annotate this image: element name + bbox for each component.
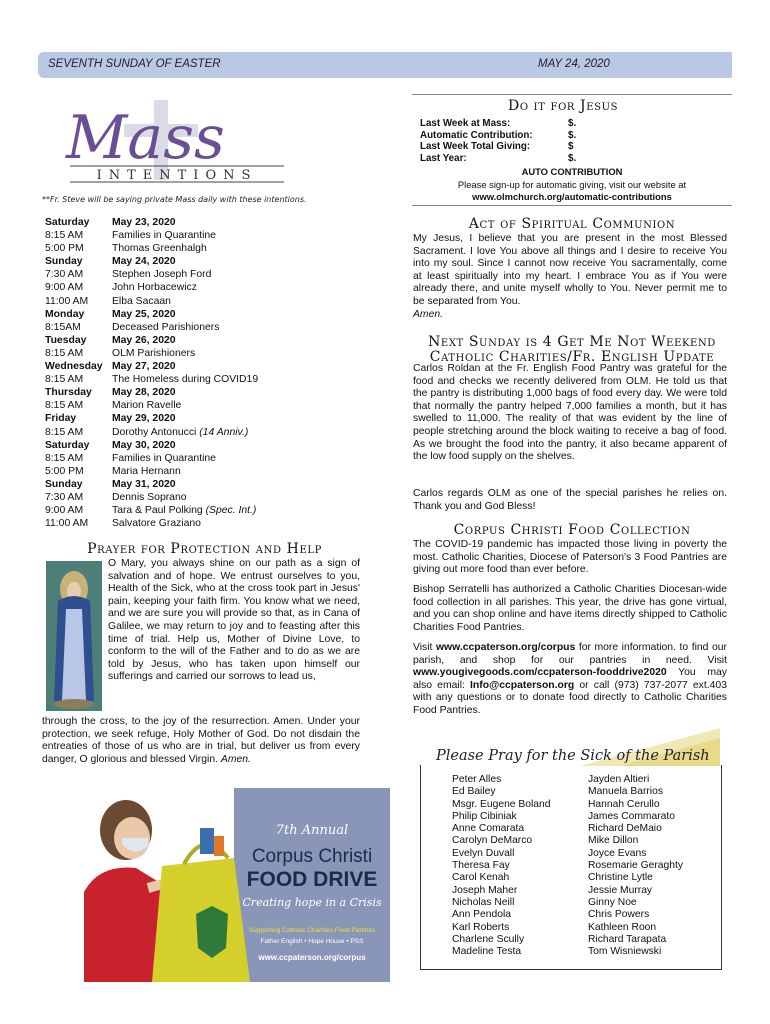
schedule-row — [45, 491, 295, 504]
mass-logo-sub: INTENTIONS — [96, 168, 258, 183]
sick-list-name: Ann Pendola — [452, 909, 511, 921]
schedule-time: 8:15AM — [45, 321, 81, 333]
sick-list-name: Mike Dillon — [588, 835, 639, 847]
communion-amen: Amen. — [413, 308, 444, 320]
sick-list-name: Carol Kenah — [452, 872, 510, 884]
schedule-intention: May 29, 2020 — [112, 413, 176, 425]
sick-list-name: Theresa Fay — [452, 860, 510, 872]
schedule-row — [45, 452, 295, 465]
header-date: MAY 24, 2020 — [538, 58, 610, 70]
schedule-note: (Spec. Int.) — [202, 505, 257, 517]
schedule-intention: OLM Parishioners — [112, 347, 196, 359]
sick-list-name: Richard DeMaio — [588, 823, 662, 835]
schedule-time: 9:00 AM — [45, 282, 84, 294]
sick-list-name: Peter Alles — [452, 774, 502, 785]
next-sunday-title-1: Next Sunday is 4 Get Me Not Weekend — [428, 334, 716, 350]
schedule-row — [45, 281, 295, 294]
header-title: SEVENTH SUNDAY OF EASTER — [48, 58, 221, 70]
mass-schedule — [45, 216, 295, 530]
schedule-time: 8:15 AM — [45, 230, 84, 242]
next-sunday-body: Carlos Roldan at the Fr. English Food Pantry was grateful for the food and checks we recently delivered from OLM. He told us that the pantry is distributing 1,000 bags of food every day. We were told that normally the pantry helped 7,000 families a month, but it has swelled to 11,000. The reality of that was evident by the line of people stretching around the block waiting to receive a bag of food. As we brought the food into the pantry, it also became apparent of the low food supply on the shelves. — [413, 363, 727, 463]
corpus-paragraph-2: Bishop Serratelli has authorized a Catholic Charities Diocesan-wide food collection in all parishes. This year, the drive has gone virtual, and you can shop online and have items directly shipped to Catholic Charities Food Pantries. — [413, 584, 727, 633]
mass-intentions-logo — [62, 94, 292, 190]
sick-list-name: Christine Lytle — [588, 872, 653, 884]
sick-list-name: Ginny Noe — [588, 896, 637, 908]
auto-contribution-link[interactable]: www.olmchurch.org/automatic-contributions — [472, 191, 672, 202]
sick-list-name: Chris Powers — [588, 909, 650, 921]
schedule-row — [45, 308, 295, 321]
giving-table — [420, 118, 576, 164]
next-sunday-body-2: Carlos regards OLM as one of the special parishes he relies on. Thank you and God Bless! — [413, 488, 727, 512]
schedule-time: 8:15 AM — [45, 347, 84, 359]
sick-list-name: Carolyn DeMarco — [452, 835, 533, 847]
schedule-row — [45, 295, 295, 308]
schedule-time: Tuesday — [45, 334, 87, 346]
sick-list-name: Msgr. Eugene Boland — [452, 798, 551, 810]
schedule-intention: Marion Ravelle — [112, 400, 182, 412]
schedule-row — [45, 242, 295, 255]
auto-contribution-heading: AUTO CONTRIBUTION — [521, 166, 623, 177]
schedule-row — [45, 517, 295, 530]
schedule-row — [45, 255, 295, 268]
schedule-intention: Elba Sacaan — [112, 295, 171, 307]
giving-label: Last Year: — [420, 152, 467, 164]
schedule-intention: May 28, 2020 — [112, 387, 176, 399]
schedule-time: 11:00 AM — [45, 518, 89, 530]
schedule-time: Saturday — [45, 439, 90, 451]
sick-list-name: Ed Bailey — [452, 786, 496, 798]
schedule-time: Thursday — [45, 387, 92, 399]
prayer-body: O Mary, you always shine on our path as a sign of salvation and of hope. We entrust ourselves to you, Health of the Sick, who at the cross took part in Jesus' pain, keeping your faith firm. You know what we need, and we are sure you will provide so that, as in Cana of Galilee, we may return to joy and to feasting after this time of trial. Help us, Mother of Divine Love, to conform to the will of the Father and to do as we are told by Jesus, who has taken upon himself our sufferings and carried our sorrows to lead us, — [108, 558, 360, 683]
food-drive-line3: FOOD DRIVE — [246, 868, 378, 891]
sick-list-name: Nicholas Neill — [452, 896, 515, 908]
sick-list-name: Manuela Barrios — [588, 786, 663, 798]
corpus-text-c: You may also email: — [413, 667, 727, 691]
corpus-link-1[interactable]: www.ccpaterson.org/corpus — [435, 642, 576, 653]
auto-contribution-text — [412, 179, 732, 203]
prayer-text: through the cross, to the joy of the resurrection. Amen. Under your protection, we seek refuge, Holy Mother of God. Do not disdain the entreaties of those of us who are in trial, but deliver us from every danger, O glorious and blessed Virgin. — [42, 716, 360, 765]
giving-value: $ — [568, 141, 574, 152]
schedule-time: 8:15 AM — [45, 374, 84, 386]
giving-row — [420, 130, 576, 142]
schedule-row — [45, 347, 295, 360]
schedule-time: Sunday — [45, 478, 83, 490]
food-drive-line7: www.ccpaterson.org/corpus — [258, 953, 366, 962]
schedule-time: 8:15 AM — [45, 426, 84, 438]
schedule-time: 9:00 AM — [45, 505, 84, 517]
schedule-row — [45, 229, 295, 242]
schedule-intention: Dorothy Antonucci — [112, 426, 197, 438]
schedule-row — [45, 216, 295, 229]
sick-list-name: Madeline Testa — [452, 946, 522, 958]
sick-list-name: James Commarato — [588, 810, 675, 822]
corpus-text-b: for more information. to find our parish, and shop for our pantries in need. Visit — [413, 642, 727, 666]
corpus-paragraph-1: The COVID-19 pandemic has impacted those living in poverty the most. Catholic Charities, Diocese of Paterson's 3 Food Pantries are giving out more food than ever before. — [413, 539, 727, 576]
auto-contribution-desc: Please sign-up for automatic giving, visit our website at — [457, 179, 687, 190]
giving-value: $. — [568, 129, 577, 141]
food-drive-line6: Father English • Hope House • PSS — [260, 938, 364, 945]
schedule-intention: May 25, 2020 — [112, 308, 176, 320]
sick-list-name: Hannah Cerullo — [588, 798, 660, 810]
giving-label: Automatic Contribution: — [420, 129, 533, 141]
schedule-row — [45, 478, 295, 491]
food-drive-line2: Corpus Christi — [251, 846, 373, 867]
schedule-row — [45, 399, 295, 412]
schedule-row — [45, 412, 295, 425]
sick-list-name: Kathleen Roon — [588, 921, 657, 933]
sick-list-name: Joseph Maher — [452, 884, 518, 896]
sick-list-name: Jessie Murray — [588, 884, 653, 896]
schedule-time: Wednesday — [45, 361, 103, 373]
giving-row — [420, 153, 576, 165]
giving-title: Do it for Jesus — [508, 98, 619, 114]
giving-value: $. — [568, 152, 577, 164]
next-sunday-title — [412, 335, 732, 365]
schedule-intention: May 30, 2020 — [112, 439, 176, 451]
sick-list-title: Please Pray for the Sick of the Parish — [436, 748, 710, 764]
schedule-time: 11:00 AM — [45, 295, 89, 307]
schedule-time: 7:30 AM — [45, 269, 84, 281]
schedule-intention: May 31, 2020 — [112, 478, 176, 490]
schedule-row — [45, 465, 295, 478]
schedule-time: Friday — [45, 413, 77, 425]
sick-list-name: Evelyn Duvall — [452, 847, 515, 859]
sick-list-name: Charlene Scully — [452, 933, 525, 945]
schedule-row — [45, 386, 295, 399]
schedule-row — [45, 439, 295, 452]
schedule-time: 5:00 PM — [45, 465, 84, 477]
sick-list-name: Anne Comarata — [452, 823, 525, 835]
mass-note: **Fr. Steve will be saying private Mass daily with these intentions. — [42, 195, 307, 204]
corpus-link-2[interactable]: www.yougivegoods.com/ccpaterson-fooddrive2020 — [413, 667, 667, 679]
schedule-time: Sunday — [45, 256, 83, 268]
schedule-row — [45, 321, 295, 334]
schedule-intention: John Horbacewicz — [112, 282, 197, 294]
sick-list-column-2 — [588, 774, 683, 958]
schedule-time: 7:30 AM — [45, 491, 84, 503]
giving-row — [420, 118, 576, 130]
food-drive-poster — [44, 788, 390, 982]
schedule-intention: May 27, 2020 — [112, 361, 176, 373]
schedule-intention: Stephen Joseph Ford — [112, 269, 212, 281]
corpus-text-a: Visit — [413, 642, 436, 653]
schedule-intention: Families in Quarantine — [112, 452, 216, 464]
giving-value: $. — [568, 118, 577, 129]
giving-label: Last Week Total Giving: — [420, 141, 531, 152]
schedule-intention: Tara & Paul Polking — [112, 505, 203, 517]
corpus-title: Corpus Christi Food Collection — [453, 522, 691, 538]
food-drive-line5: Supporting Catholic Charities Food Pantries — [248, 927, 376, 934]
sick-list-name: Richard Tarapata — [588, 933, 667, 945]
schedule-intention: Salvatore Graziano — [112, 518, 201, 530]
schedule-intention: Dennis Soprano — [112, 491, 187, 503]
sick-list-column-1 — [452, 774, 550, 958]
food-drive-line1: 7th Annual — [275, 823, 349, 838]
schedule-intention: Thomas Greenhalgh — [112, 243, 207, 255]
sick-list-name: Philip Cibiniak — [452, 810, 517, 822]
schedule-intention: May 26, 2020 — [112, 334, 176, 346]
madonna-image — [46, 561, 102, 711]
schedule-time: Monday — [45, 308, 85, 320]
schedule-intention: Families in Quarantine — [112, 230, 216, 242]
schedule-intention: Maria Hernann — [112, 465, 181, 477]
schedule-intention: May 23, 2020 — [112, 217, 176, 228]
schedule-time: Saturday — [45, 217, 90, 228]
giving-label: Last Week at Mass: — [420, 118, 511, 129]
schedule-intention: Deceased Parishioners — [112, 321, 220, 333]
prayer-body-2 — [42, 716, 360, 766]
schedule-row — [45, 268, 295, 281]
sick-list-name: Karl Roberts — [452, 921, 510, 933]
communion-body — [413, 233, 727, 321]
sick-list-name: Joyce Evans — [588, 847, 647, 859]
communion-title: Act of Spiritual Communion — [468, 216, 676, 232]
corpus-paragraph-3 — [413, 642, 727, 718]
schedule-row — [45, 426, 295, 439]
schedule-intention: May 24, 2020 — [112, 256, 176, 268]
schedule-time: 8:15 AM — [45, 400, 84, 412]
corpus-email[interactable]: Info@ccpaterson.org — [470, 679, 575, 691]
communion-text: My Jesus, I believe that you are present in the most Blessed Sacrament. I love You above all things and I desire to receive You into my soul. Since I cannot now receive You sacramentally, come at least spiritually into my heart. I embrace You as if You were already there, and unite myself wholly to You. Never permit me to be separated from You. — [413, 233, 727, 307]
prayer-title: Prayer for Protection and Help — [87, 541, 322, 557]
schedule-row — [45, 373, 295, 386]
sick-list-name: Rosemarie Geraghty — [588, 860, 683, 872]
schedule-row — [45, 504, 295, 517]
giving-row — [420, 141, 576, 153]
schedule-row — [45, 360, 295, 373]
corpus-text-d: or call (973) 737-2077 ext.403 with any questions or to donate food directly to Catholic Charities Food Pantries. — [413, 679, 727, 716]
schedule-time: 8:15 AM — [45, 452, 84, 464]
sick-list-name: Tom Wisniewski — [588, 946, 662, 958]
food-drive-line4: Creating hope in a Crisis — [242, 896, 382, 909]
prayer-amen: Amen. — [220, 753, 251, 765]
mass-logo-word: Mass — [66, 103, 225, 173]
schedule-intention: The Homeless during COVID19 — [112, 374, 259, 386]
schedule-note: (14 Anniv.) — [196, 426, 249, 438]
sick-list-name: Jayden Altieri — [588, 774, 650, 785]
schedule-time: 5:00 PM — [45, 243, 84, 255]
schedule-row — [45, 334, 295, 347]
next-sunday-title-2: Catholic Charities/Fr. English Update — [429, 349, 715, 365]
